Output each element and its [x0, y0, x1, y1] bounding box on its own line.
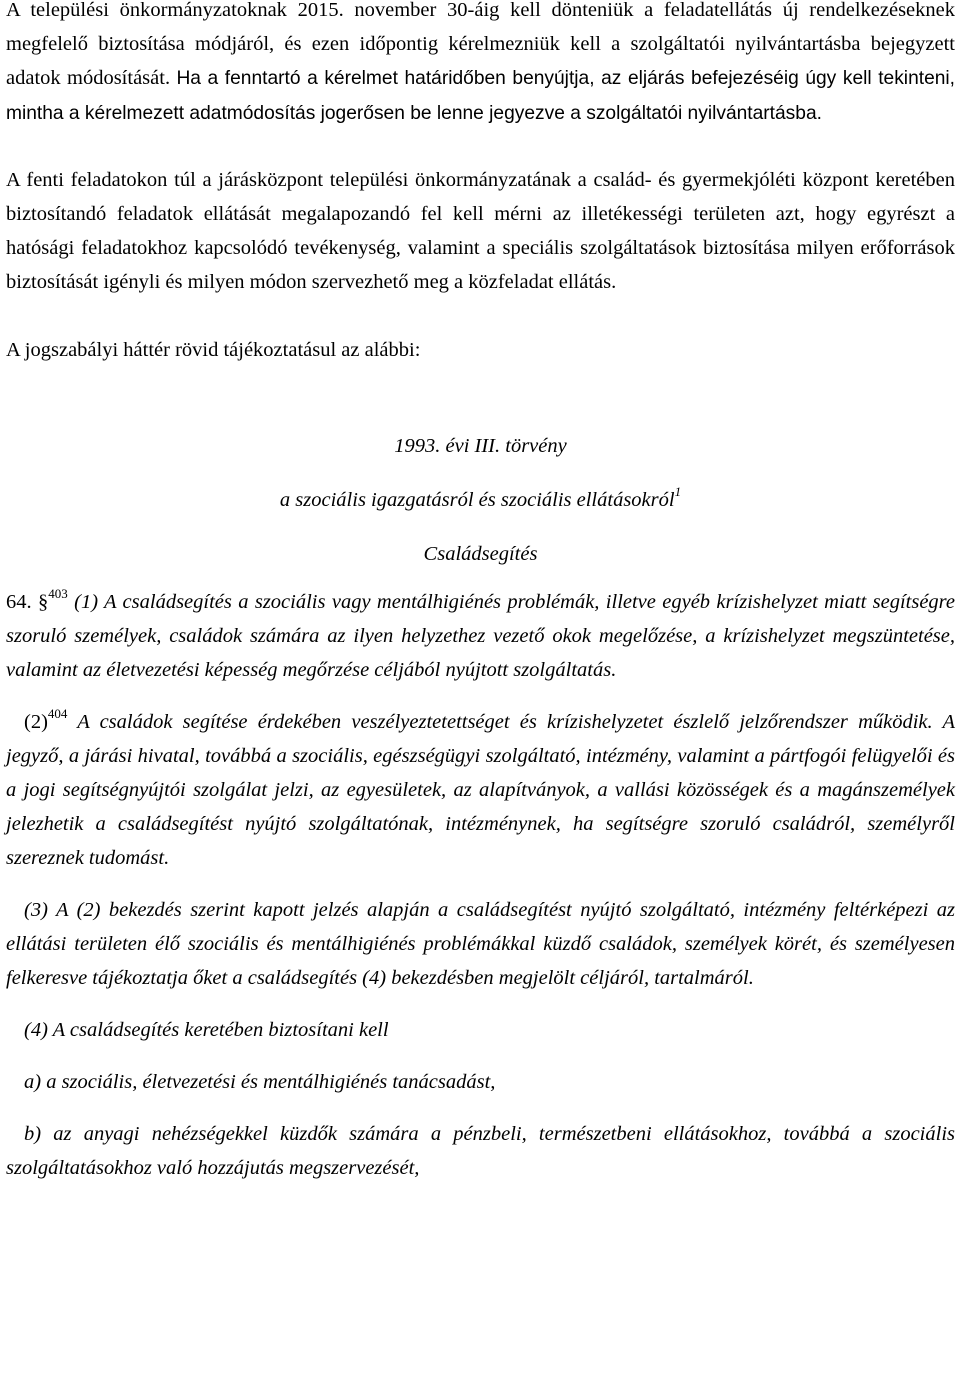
point-b-text: b) az anyagi nehézségekkel küzdők számára a pénzbeli, természetbeni ellátásokhoz, továbbá a szociális szolgáltatásokhoz való hozzájutás megszervezését, — [6, 1123, 955, 1179]
paragraph-2-label: (2) — [24, 711, 48, 733]
section-64-paragraph-2 — [6, 705, 955, 875]
law-subtitle — [6, 483, 955, 517]
paragraph-3-text: (3) A (2) bekezdés szerint kapott jelzés alapján a családsegítést nyújtó szolgáltató, intézmény feltérképezi az ellátási területen élő szociális és mentálhigiénés problémákkal küzdő családok, személyek körét, és személyesen felkeresve tájékoztatja őket a családsegítés (4) bekezdésben megjelölt céljáról, tartalmáról. — [6, 899, 955, 989]
paragraph-2-text: A családok segítése érdekében veszélyeztetettséget és krízishelyzetet észlelő jelzőrendszer működik. A jegyző, a járási hivatal, továbbá a szociális, egészségügyi szolgáltató, intézmény, valamint a pártfogói felügyelői és a jogi segítségnyújtói szolgálat jelzi, az egyesületek, az alapítványok, a vallási közösségek és a magánszemélyek jelezhetik a családsegítést nyújtó szolgáltatónak, intézménynek, ha segítségre szoruló családról, személyről szereznek tudomást. — [6, 711, 955, 869]
paragraph-2-footnote: 404 — [47, 706, 68, 722]
law-title: 1993. évi III. törvény — [394, 435, 567, 457]
document-page — [6, 0, 955, 1185]
section-64-paragraph-4 — [6, 1013, 955, 1047]
paragraph-deadline — [6, 0, 955, 131]
section-mark: § — [38, 591, 49, 613]
deadline-text-sans: Ha a fenntartó a kérelmet határidőben benyújtja, az eljárás befejezéséig úgy kell tekinteni, mintha a kérelmezett adatmódosítás jogerősen be lenne jegyezve a szolgáltatói nyilvántartásba. — [6, 68, 956, 124]
paragraph-assessment: A fenti feladatokon túl a járásközpont települési önkormányzatának a család- és gyermekjóléti központ keretében biztosítandó feladatok ellátását megalapozandó fel kell mérni az illetékességi területen azt, hogy egyrészt a hatósági feladatokhoz kapcsolódó tevékenység, valamint a speciális szolgáltatások biztosítása milyen erőforrások biztosítását igényli és milyen módon szervezhető meg a közfeladat ellátás. — [6, 169, 955, 293]
section-64-paragraph-1 — [6, 585, 955, 687]
paragraph-legal-background: A jogszabályi háttér rövid tájékoztatásul az alábbi: — [6, 339, 421, 361]
law-subtitle-footnote: 1 — [674, 484, 682, 500]
section-heading: Családsegítés — [423, 543, 538, 565]
paragraph-4-text: (4) A családsegítés keretében biztosítani kell — [24, 1019, 389, 1041]
section-64-paragraph-3 — [6, 893, 955, 995]
section-64-point-a — [6, 1065, 955, 1099]
law-subtitle-text: a szociális igazgatásról és szociális ellátásokról — [279, 489, 675, 511]
point-a-text: a) a szociális, életvezetési és mentálhigiénés tanácsadást, — [24, 1071, 496, 1093]
section-64-point-b — [6, 1117, 955, 1185]
section-64-text: (1) A családsegítés a szociális vagy mentálhigiénés problémák, illetve egyéb krízishelyzet miatt segítségre szoruló személyek, családok számára az ilyen helyzethez vezető okok megelőzése, a krízishelyzet megszüntetése, valamint az életvezetési képesség megőrzése céljából nyújtott szolgáltatás. — [6, 591, 956, 681]
section-64-label: 64. — [6, 591, 32, 613]
deadline-text: A települési önkormányzatoknak 2015. november 30-áig kell dönteniük a feladatellátás új rendelkezéseknek megfelelő biztosítása módjáról, és ezen időpontig kérelmezniük kell a szolgáltatói nyilvántartásba bejegyzett adatok módosítását. — [6, 0, 955, 89]
section-64-footnote: 403 — [48, 586, 68, 602]
